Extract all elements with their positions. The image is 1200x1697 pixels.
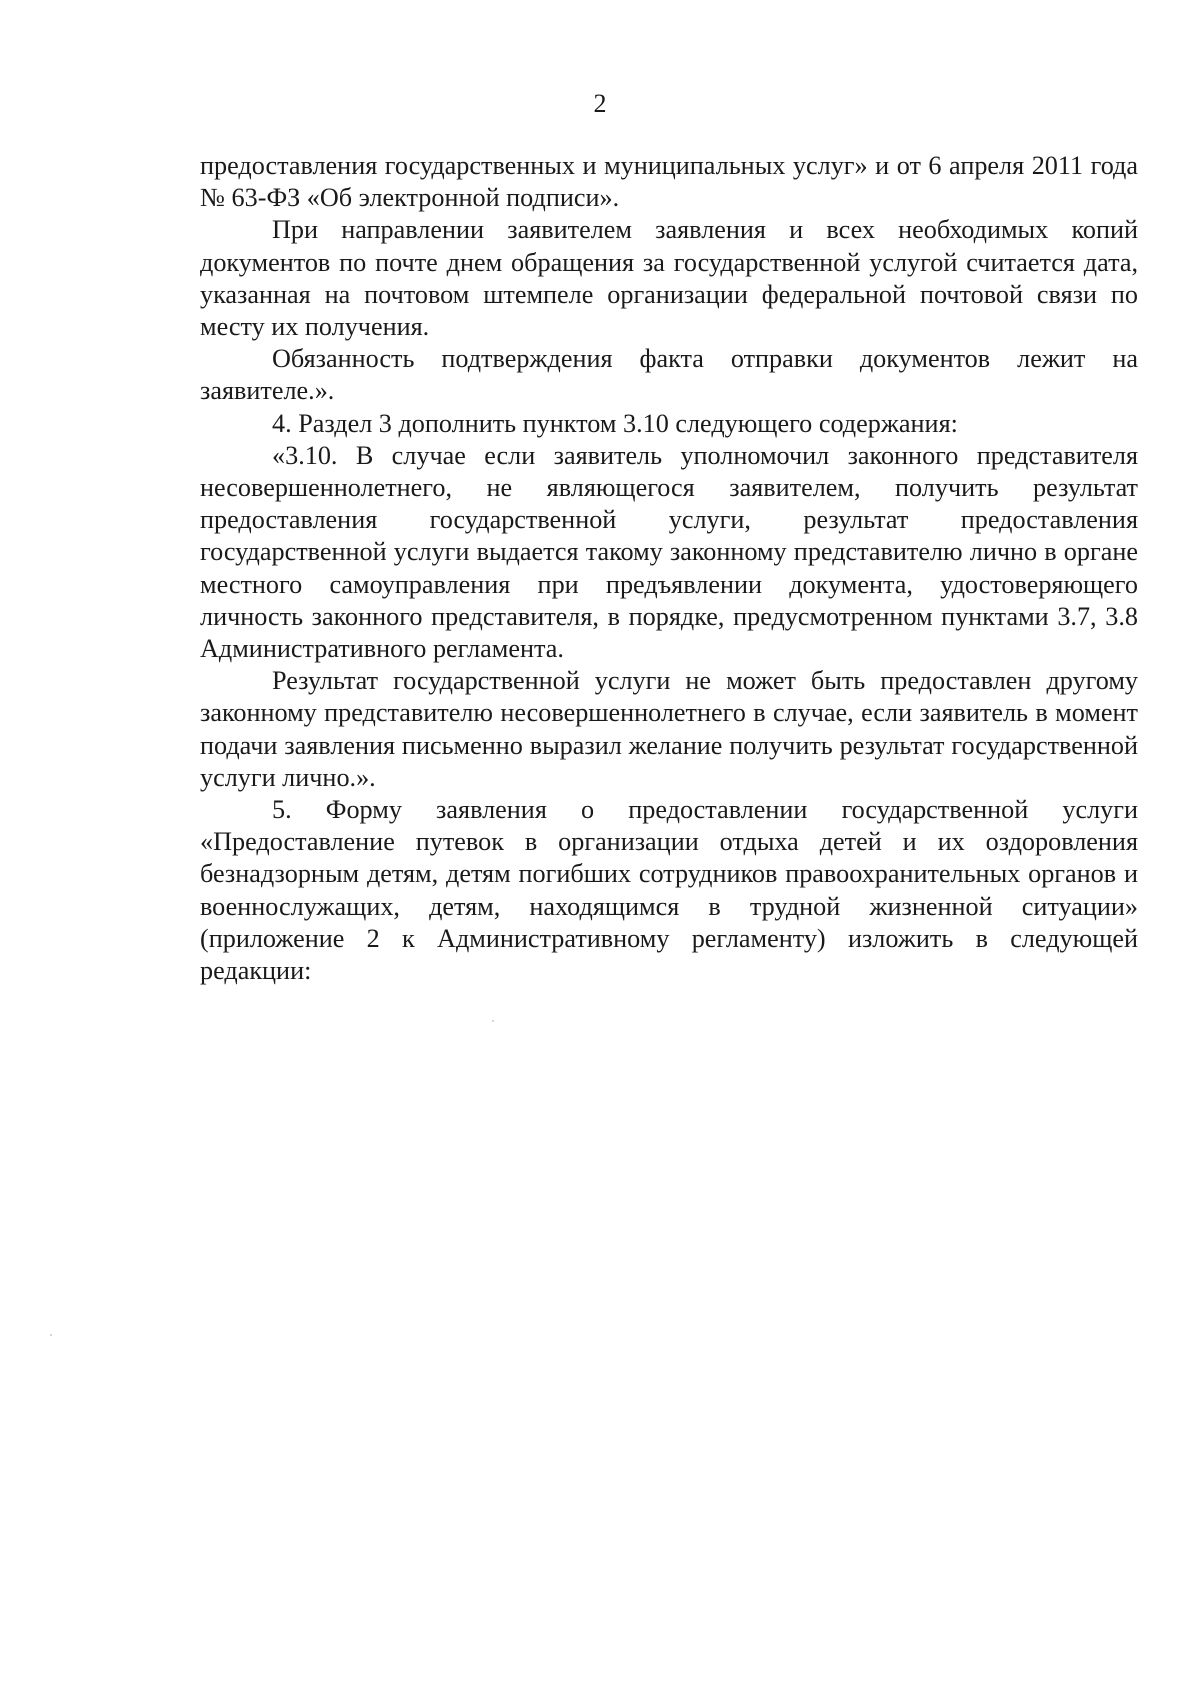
paragraph-result-restriction: Результат государственной услуги не может быть предоставлен другому законному представителю несовершеннолетнего в случае, если заявитель в момент подачи заявления письменно выразил желание получить результат государственной услуги лично.».	[200, 666, 1138, 792]
document-body	[200, 150, 1138, 987]
paragraph-continuation: предоставления государственных и муниципальных услуг» и от 6 апреля 2011 года № 63-ФЗ «Об электронной подписи».	[200, 151, 1138, 213]
paragraph-clause-3-10: «3.10. В случае если заявитель уполномочил законного представителя несовершеннолетнего, не являющегося заявителем, получить результат предоставления государственной услуги, результат предоставления государственной услуги выдается такому законному представителю лично в органе местного самоуправления при предъявлении документа, удостоверяющего личность законного представителя, в порядке, предусмотренном пунктами 3.7, 3.8 Административного регламента.	[200, 440, 1138, 664]
page-number: 2	[593, 89, 607, 118]
paragraph-item-5: 5. Форму заявления о предоставлении государственной услуги «Предоставление путевок в организации отдыха детей и их оздоровления безнадзорным детям, детям погибших сотрудников правоохранительных органов и военнослужащих, детям, находящимся в трудной жизненной ситуации» (приложение 2 к Административному регламенту) изложить в следующей редакции:	[200, 795, 1138, 986]
paragraph-item-4: 4. Раздел 3 дополнить пунктом 3.10 следующего содержания:	[272, 408, 958, 438]
scan-speck	[50, 1334, 52, 1336]
paragraph-postal-submission: При направлении заявителем заявления и всех необходимых копий документов по почте днем обращения за государственной услугой считается дата, указанная на почтовом штемпеле организации федеральной почтовой связи по месту их получения.	[200, 215, 1138, 342]
paragraph-sending-obligation: Обязанность подтверждения факта отправки документов лежит на заявителе.».	[200, 344, 1138, 406]
scan-speck	[492, 1020, 494, 1022]
